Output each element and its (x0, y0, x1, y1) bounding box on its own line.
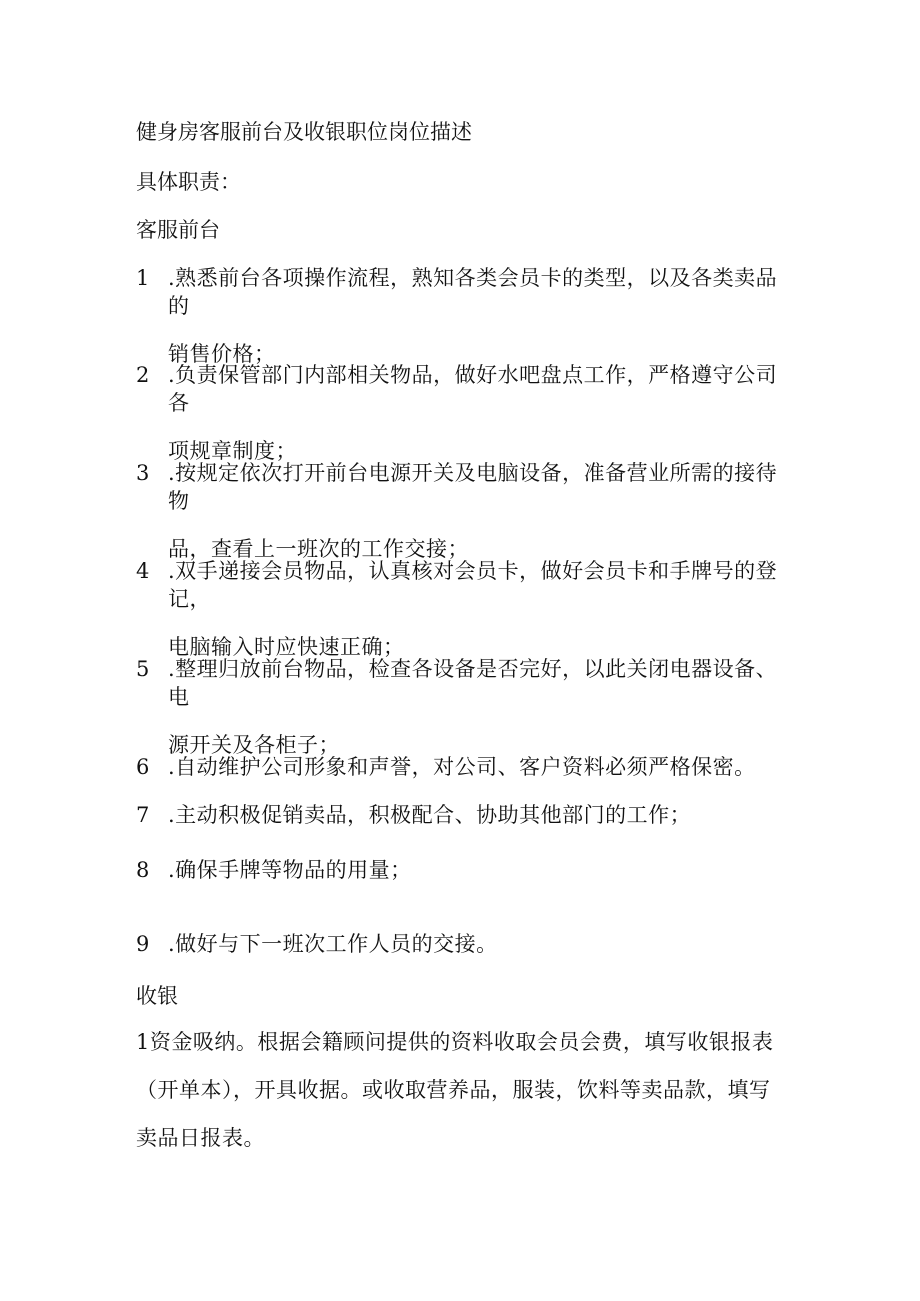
item-text: .双手递接会员物品，认真核对会员卡，做好会员卡和手牌号的登记， (168, 559, 778, 611)
cashier-heading: 收银 (136, 984, 178, 1008)
list-item (136, 459, 796, 563)
item-text: .按规定依次打开前台电源开关及电脑设备，准备营业所需的接待物 (168, 461, 778, 513)
duties-heading: 具体职责： (136, 170, 241, 194)
item-text: .确保手牌等物品的用量； (168, 858, 412, 882)
item-text-continued: 源开关及各柜子； (168, 733, 340, 757)
list-item (136, 856, 796, 884)
item-number: 8 (136, 858, 150, 882)
item-number: 6 (136, 755, 150, 779)
item-number: 7 (136, 803, 150, 827)
item-text: .负责保管部门内部相关物品，做好水吧盘点工作，严格遵守公司各 (168, 363, 778, 415)
item-text: .主动积极促销卖品，积极配合、协助其他部门的工作； (168, 803, 692, 827)
item-text-continued: 销售价格； (168, 342, 276, 366)
paragraph-line: 1资金吸纳。根据会籍顾问提供的资料收取会员会费，填写收银报表 (136, 1030, 774, 1054)
item-text: .做好与下一班次工作人员的交接。 (168, 932, 498, 956)
item-text: .自动维护公司形象和声誉，对公司、客户资料必须严格保密。 (168, 755, 756, 779)
item-text-continued: 电脑输入时应快速正确； (168, 635, 405, 659)
item-number: 3 (136, 461, 150, 485)
list-item (136, 655, 796, 759)
item-text: .整理归放前台物品，检查各设备是否完好，以此关闭电器设备、电 (168, 657, 778, 709)
list-item (136, 753, 796, 781)
document-title: 健身房客服前台及收银职位岗位描述 (136, 120, 472, 144)
paragraph-line: 卖品日报表。 (136, 1126, 265, 1150)
item-number: 9 (136, 932, 150, 956)
list-item (136, 361, 796, 465)
item-text-continued: 项规章制度； (168, 439, 297, 463)
item-number: 4 (136, 559, 150, 583)
paragraph-line: （开单本），开具收据。或收取营养品，服装，饮料等卖品款，填写 (136, 1078, 771, 1102)
list-item (136, 801, 796, 829)
list-item (136, 557, 796, 661)
list-item (136, 930, 796, 958)
item-number: 1 (136, 266, 150, 290)
list-item (136, 264, 796, 368)
cashier-paragraph (136, 1028, 791, 1172)
item-number: 2 (136, 363, 150, 387)
item-text: .熟悉前台各项操作流程，熟知各类会员卡的类型，以及各类卖品的 (168, 266, 778, 318)
item-number: 5 (136, 657, 150, 681)
front-desk-heading: 客服前台 (136, 218, 220, 242)
item-text-continued: 品，查看上一班次的工作交接； (168, 537, 469, 561)
